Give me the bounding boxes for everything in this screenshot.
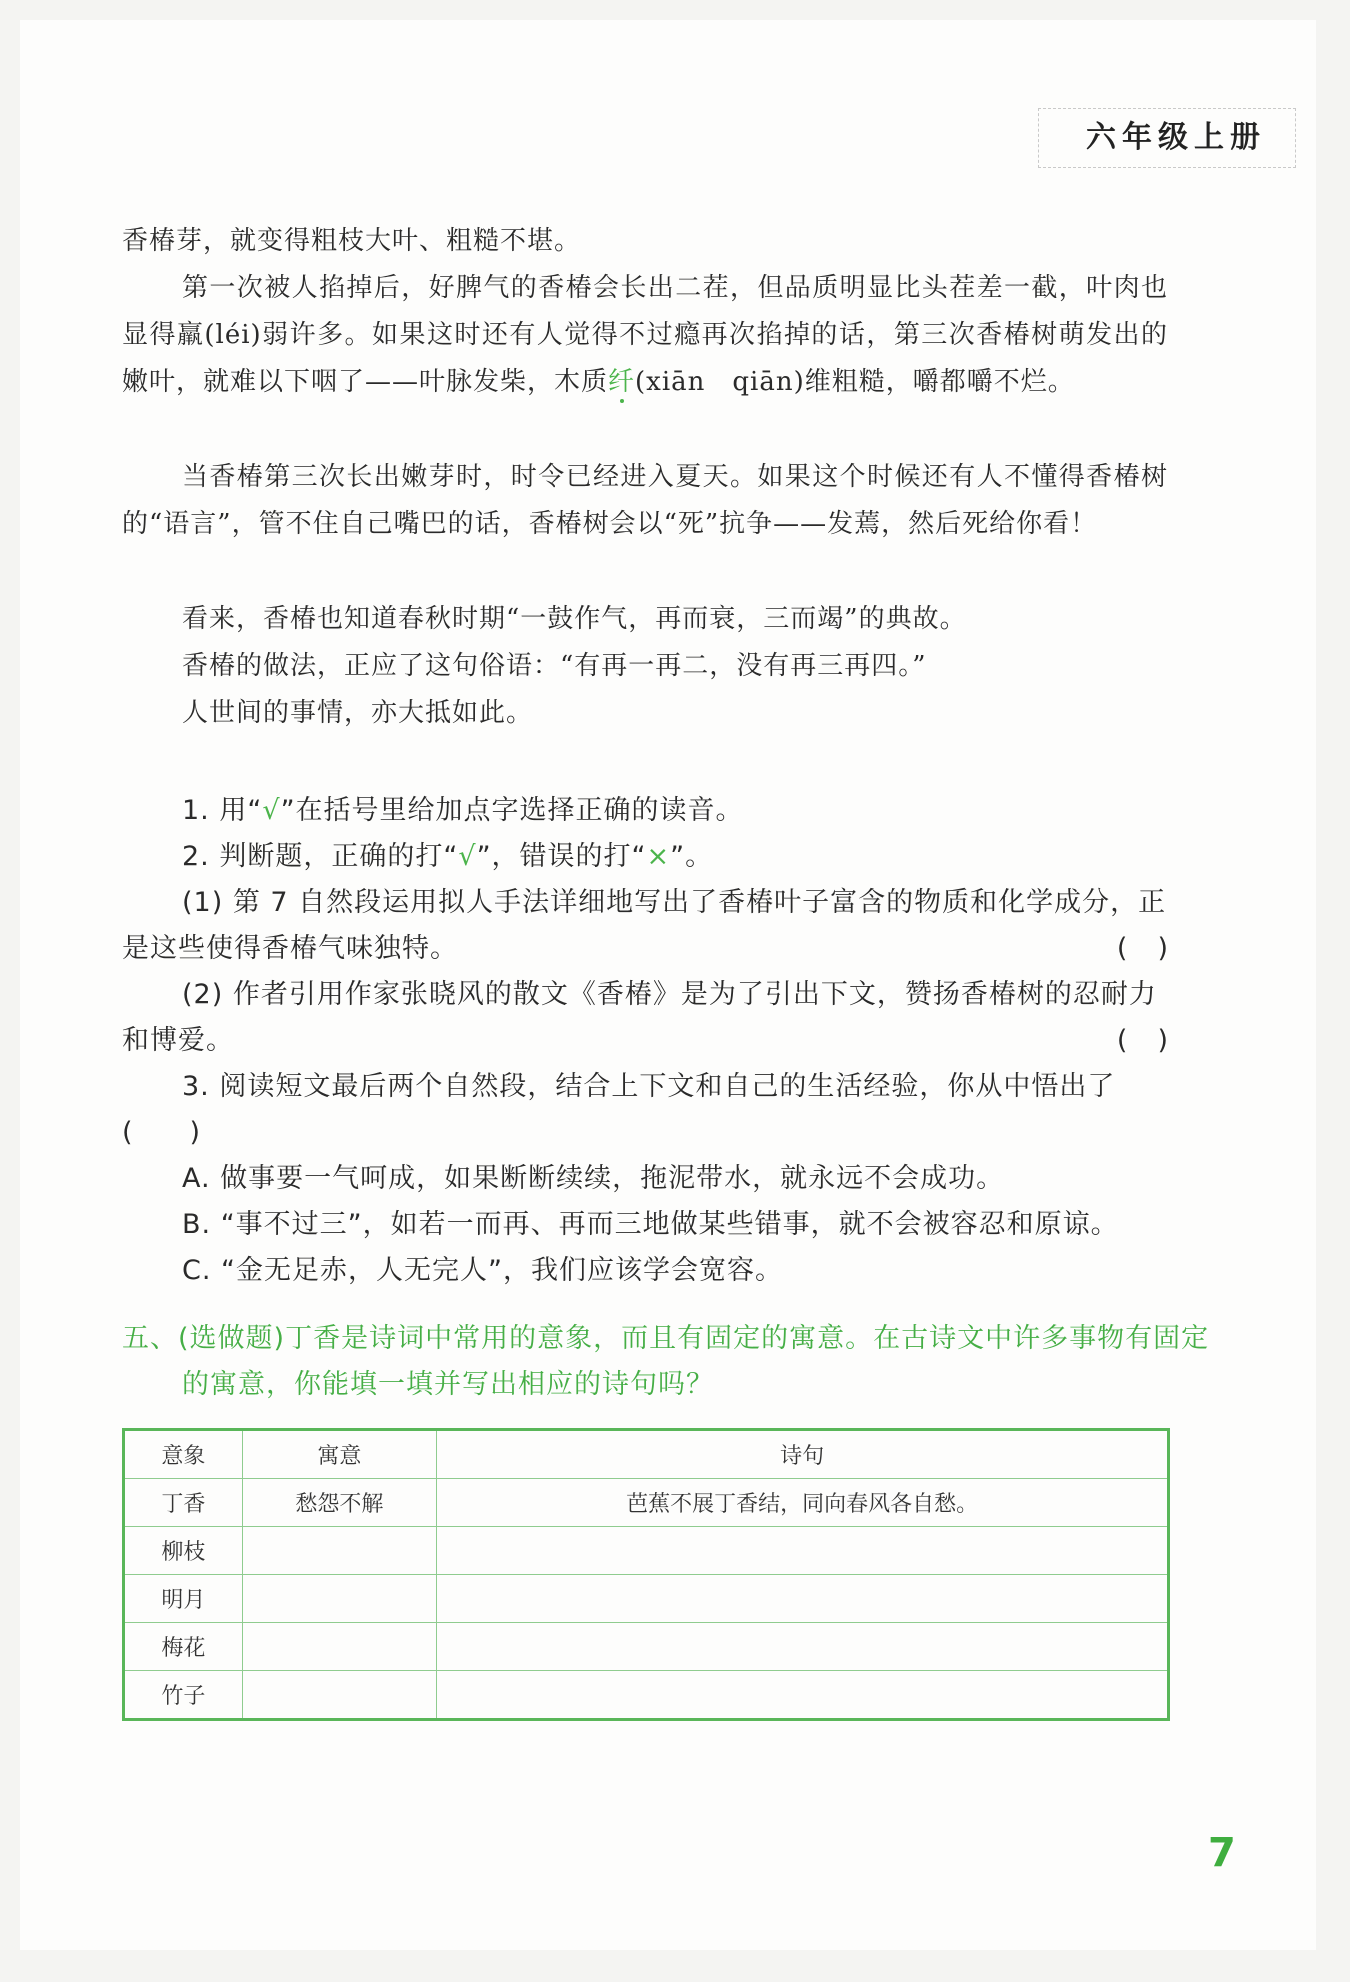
meaning-cell: 愁怨不解: [242, 1479, 436, 1527]
answer-paren[interactable]: (): [1116, 933, 1198, 964]
table-row: [124, 1575, 1169, 1623]
question-2-item-2: [122, 972, 1198, 1064]
passage-paragraph-4: 看来，香椿也知道春秋时期“一鼓作气，再而衰，三而竭”的典故。: [182, 604, 967, 634]
meaning-cell[interactable]: [242, 1671, 436, 1720]
check-mark-icon: √: [262, 795, 281, 826]
question-2-item-1: [122, 880, 1198, 972]
passage-paragraph-1: 香椿芽，就变得粗枝大叶、粗糙不堪。: [122, 226, 582, 256]
grade-label: 六年级上册: [1086, 120, 1266, 155]
option-c[interactable]: C. “金无足赤，人无完人”，我们应该学会宽容。: [182, 1255, 783, 1286]
imagery-cell: 丁香: [124, 1479, 243, 1527]
header-poem: 诗句: [437, 1430, 1169, 1479]
table-row: [124, 1527, 1169, 1575]
dotted-character: 纤: [608, 367, 636, 397]
table-row: [124, 1623, 1169, 1671]
meaning-cell[interactable]: [242, 1623, 436, 1671]
poem-cell: 芭蕉不展丁香结，同向春风各自愁。: [437, 1479, 1169, 1527]
q1-text: 1. 用“: [182, 795, 263, 826]
question-2: [122, 834, 1168, 880]
passage-paragraph-2: [122, 265, 1168, 406]
answer-paren[interactable]: ( ): [122, 1117, 202, 1148]
poem-cell[interactable]: [437, 1623, 1169, 1671]
imagery-cell: 梅花: [124, 1623, 243, 1671]
q2-1-text: (1) 第 7 自然段运用拟人手法详细地写出了香椿叶子富含的物质和化学成分，正是这些使得香椿气味独特。: [122, 887, 1167, 964]
question-1: [122, 788, 1168, 834]
passage-paragraph-6: 人世间的事情，亦大抵如此。: [182, 698, 534, 728]
cross-mark-icon: ×: [646, 841, 671, 872]
q2-text-mid: ”，错误的打“: [476, 841, 647, 872]
option-b[interactable]: B. “事不过三”，如若一而再、再而三地做某些错事，就不会被容忍和原谅。: [182, 1209, 1119, 1240]
paragraph-2-tail: (xiān qiān)维粗糙，嚼都嚼不烂。: [635, 367, 1075, 397]
q2-text: 2. 判断题，正确的打“: [182, 841, 459, 872]
q2-2-text: (2) 作者引用作家张晓风的散文《香椿》是为了引出下文，赞扬香椿树的忍耐力和博爱。: [122, 979, 1157, 1056]
q2-text-end: ”。: [670, 841, 714, 872]
section-5-title: 五、(选做题)丁香是诗词中常用的意象，而且有固定的寓意。在古诗文中许多事物有固定的寓意，你能填一填并写出相应的诗句吗？: [122, 1323, 1210, 1400]
answer-paren[interactable]: (): [1116, 1025, 1198, 1056]
passage-paragraph-5: 香椿的做法，正应了这句俗语：“有再一再二，没有再三再四。”: [182, 651, 927, 681]
table-row: [124, 1479, 1169, 1527]
table-header-row: [124, 1430, 1169, 1479]
imagery-table: [122, 1428, 1170, 1721]
header-meaning: 寓意: [242, 1430, 436, 1479]
imagery-cell: 柳枝: [124, 1527, 243, 1575]
poem-cell[interactable]: [437, 1527, 1169, 1575]
table-row: [124, 1671, 1169, 1720]
header-imagery: 意象: [124, 1430, 243, 1479]
question-3: [122, 1064, 1168, 1156]
poem-cell[interactable]: [437, 1671, 1169, 1720]
poem-cell[interactable]: [437, 1575, 1169, 1623]
page-number: 7: [1208, 1830, 1236, 1876]
passage-paragraph-3: 当香椿第三次长出嫩芽时，时令已经进入夏天。如果这个时候还有人不懂得香椿树的“语言”，管不住自己嘴巴的话，香椿树会以“死”抗争——发蔫，然后死给你看！: [122, 462, 1168, 539]
paragraph-2-text: 第一次被人掐掉后，好脾气的香椿会长出二茬，但品质明显比头茬差一截，叶肉也显得羸(léi)弱许多。如果这时还有人觉得不过瘾再次掐掉的话，第三次香椿树萌发出的嫩叶，就难以下咽了——叶脉发柴，木质: [122, 273, 1168, 397]
q1-text-end: ”在括号里给加点字选择正确的读音。: [280, 795, 744, 826]
option-a[interactable]: A. 做事要一气呵成，如果断断续续，拖泥带水，就永远不会成功。: [182, 1163, 1005, 1194]
check-mark-icon: √: [458, 841, 477, 872]
imagery-cell: 竹子: [124, 1671, 243, 1720]
q3-text: 3. 阅读短文最后两个自然段，结合上下文和自己的生活经验，你从中悟出了: [182, 1071, 1116, 1102]
meaning-cell[interactable]: [242, 1527, 436, 1575]
meaning-cell[interactable]: [242, 1575, 436, 1623]
imagery-cell: 明月: [124, 1575, 243, 1623]
